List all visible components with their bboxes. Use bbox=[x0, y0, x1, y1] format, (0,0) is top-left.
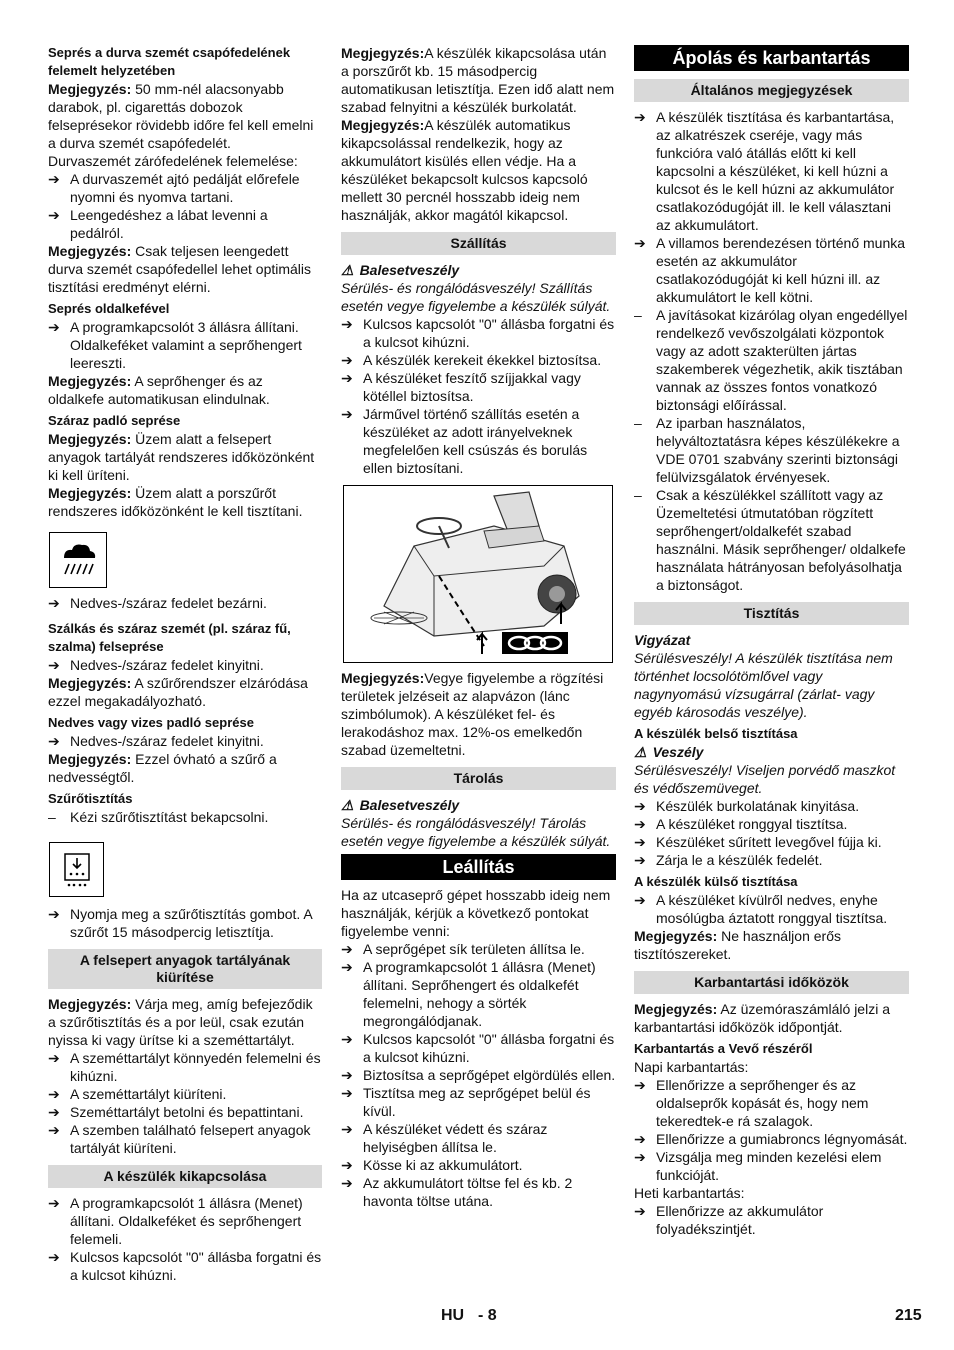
step-key-off-3: ➔ Kulcsos kapcsolót "0" állásba forgatni és a kulcsot kihúzni. bbox=[341, 1031, 615, 1065]
step-key-off-2: ➔ Kulcsos kapcsolót "0" állásba forgatni és a kulcsot kihúzni. bbox=[341, 316, 615, 350]
note-optimal: Megjegyzés: Csak teljesen leengedett durva szemét csapófedellel lehet optimális tisztítási eredményt elérni. bbox=[48, 243, 312, 295]
step-press-button: ➔ Nyomja meg a szűrőtisztítás gombot. A szűrőt 15 másodpercig letisztítja. bbox=[48, 906, 312, 940]
note-shutdown: Megjegyzés:A készülék kikapcsolása után a porszűrőt kb. 15 másodpercig automatikusan letisztítja. Ezen idő alatt nem szabad felnyitni a készülék burkolatát. bbox=[341, 45, 615, 115]
arrow-icon: ➔ bbox=[48, 1050, 60, 1066]
arrow-icon: ➔ bbox=[48, 733, 60, 749]
section-bar-switch-off: A készülék kikapcsolása bbox=[48, 1165, 322, 1188]
step-close-lid: ➔ Zárja le a készülék fedelét. bbox=[634, 852, 823, 868]
note-wait: Megjegyzés: Várja meg, amíg befejeződik a szűrőtisztítás és a por leül, csak ezután nyissa ki vagy ürítse ki a szeméttartályt. bbox=[48, 996, 313, 1048]
caution-heading: Vigyázat bbox=[634, 632, 691, 648]
column-middle bbox=[341, 44, 616, 1210]
step-close-cover: ➔ Nedves-/száraz fedelet bezárni. bbox=[48, 595, 267, 611]
arrow-icon: ➔ bbox=[48, 657, 60, 673]
dash-only-brush: – Csak a készülékkel szállított vagy az Üzemeltetési útmutatóban rögzített seprőhengert/oldalkefét szabad használni. Másik seprőhenger/ oldalkefe használata hátrányosan befolyásolhatja a biztonságot. bbox=[634, 487, 906, 593]
note-bin: Megjegyzés: Üzem alatt a felsepert anyagok tartályát rendszeres időközönként ki kell üríteni. bbox=[48, 431, 315, 483]
step-wedges: ➔ A készülék kerekeit ékekkel biztosítsa. bbox=[341, 352, 602, 368]
heading-straw: Szálkás és száraz szemét (pl. száraz fű, szalma) felseprése bbox=[48, 621, 291, 654]
step-electric: ➔ A villamos berendezésen történő munka esetén az akkumulátor csatlakozódugóját ki kell húzni ill. az akkumulátort le kell kötni. bbox=[634, 235, 906, 305]
arrow-icon: ➔ bbox=[48, 906, 60, 922]
warning-triangle-icon: ⚠ bbox=[634, 744, 647, 760]
note-filter: Megjegyzés: Üzem alatt a porszűrőt rendszeres időközönként le kell tisztítani. bbox=[48, 485, 303, 519]
arrow-icon: ➔ bbox=[634, 798, 646, 814]
section-bar-transport: Szállítás bbox=[341, 232, 616, 255]
step-straps: ➔ A készüléket feszítő szíjjakkal vagy kötéllel biztosítsa. bbox=[341, 370, 581, 404]
heading-inner-clean: A készülék belső tisztítása bbox=[634, 726, 798, 741]
arrow-icon: ➔ bbox=[48, 595, 60, 611]
section-bar-cleaning: Tisztítás bbox=[634, 602, 909, 625]
wet-dry-cover-icon bbox=[49, 532, 107, 588]
arrow-icon: ➔ bbox=[341, 370, 353, 386]
arrow-icon: ➔ bbox=[634, 109, 646, 125]
arrow-icon: ➔ bbox=[341, 1067, 353, 1083]
arrow-icon: ➔ bbox=[341, 1175, 353, 1191]
daily-label: Napi karbantartás: bbox=[634, 1059, 749, 1075]
accident-hazard-heading-2: ⚠ Balesetveszély bbox=[341, 797, 460, 813]
note-50mm: Megjegyzés: 50 mm-nél alacsonyabb darabok, pl. cigarettás dobozok felseprésekor rövidebb időre fel kell emelni a durva szemét csapófedelét. bbox=[48, 81, 314, 151]
step-dry-place: ➔ A készüléket védett és száraz helyiségben állítsa le. bbox=[341, 1121, 548, 1155]
arrow-icon: ➔ bbox=[341, 959, 353, 975]
step-disconnect: ➔ Kösse ki az akkumulátort. bbox=[341, 1157, 523, 1173]
section-bar-shutdown: Leállítás bbox=[341, 854, 616, 880]
section-bar-empty-bin: A felsepert anyagok tartályának kiürítése bbox=[48, 949, 322, 989]
arrow-icon: ➔ bbox=[634, 834, 646, 850]
note-battery: Megjegyzés:A készülék automatikus kikapcsolással rendelkezik, hogy az akkumulátort kisülés ellen védje. Ha a készüléket bekapcsolt kulcsos kapcsoló mellett 30 percnél hosszabb ideig nem használják, akkor magától kikapcsol. bbox=[341, 117, 588, 223]
heading-customer-maint: Karbantartás a Vevő részéről bbox=[634, 1041, 813, 1056]
weekly-label: Heti karbantartás: bbox=[634, 1185, 745, 1201]
transport-warning: Sérülés- és rongálódásveszély! Szállítás esetén vegye figyelembe a készülék súlyát. bbox=[341, 280, 611, 314]
arrow-icon: ➔ bbox=[341, 1157, 353, 1173]
column-left bbox=[48, 44, 322, 1284]
arrow-icon: ➔ bbox=[341, 316, 353, 332]
arrow-icon: ➔ bbox=[341, 941, 353, 957]
caution-text: Sérülésveszély! A készülék tisztítása nem történhet locsolótömlővel vagy nagynyomású vízsugárral (zárlat- vagy egyéb károsodás veszélye). bbox=[634, 650, 893, 720]
arrow-icon: ➔ bbox=[634, 852, 646, 868]
step-prog1b: ➔ A programkapcsolót 1 állásra (Menet) állítani. Seprőhengert és oldalkefét felemelni, nehogy a sörték megrongálódjanak. bbox=[341, 959, 596, 1029]
step-pedal: ➔ A durvaszemét ajtó pedálját előrefele nyomni és nyomva tartani. bbox=[48, 171, 300, 205]
step-roll: ➔ Biztosítsa a seprőgépet elgördülés ellen. bbox=[341, 1067, 616, 1083]
step-prog3: ➔ A programkapcsolót 3 állásra állítani. Oldalkeféket valamint a seprőhengert leereszti. bbox=[48, 319, 302, 371]
heading-filter-clean: Szűrőtisztítás bbox=[48, 791, 133, 806]
heading-sweep-raised-flap: Seprés a durva szemét csapófedelének felemelt helyzetében bbox=[48, 45, 291, 78]
section-bar-intervals: Karbantartási időközök bbox=[634, 971, 909, 994]
dash-marker: – bbox=[48, 809, 56, 825]
step-empty-bin: ➔ A szeméttartályt kiüríteni. bbox=[48, 1086, 227, 1102]
raise-flap-text: Durvaszemét zárófedelének felemelése: bbox=[48, 153, 298, 169]
danger-heading: ⚠ Veszély bbox=[634, 744, 704, 760]
heading-side-brush: Seprés oldalkefével bbox=[48, 301, 170, 316]
arrow-icon: ➔ bbox=[341, 352, 353, 368]
arrow-icon: ➔ bbox=[634, 1149, 646, 1165]
step-vehicle: ➔ Járművel történő szállítás esetén a készüléket az adott irányelveknek megfelelően kell csúszás és borulás ellen biztosítani. bbox=[341, 406, 588, 476]
section-bar-storage: Tárolás bbox=[341, 767, 616, 790]
arrow-icon: ➔ bbox=[48, 319, 60, 335]
dash-industrial: – Az iparban használatos, helyváltoztatásra képes készülékekre a VDE 0701 szabvány szerinti biztonsági felülvizsgálatok érvényesek. bbox=[634, 415, 900, 485]
step-empty-tray: ➔ A szemben található felsepert anyagok tartályát kiüríteni. bbox=[48, 1122, 311, 1156]
step-open-housing: ➔ Készülék burkolatának kinyitása. bbox=[634, 798, 860, 814]
step-key-off: ➔ Kulcsos kapcsolót "0" állásba forgatni és a kulcsot kihúzni. bbox=[48, 1249, 322, 1283]
arrow-icon: ➔ bbox=[48, 1086, 60, 1102]
heading-outer-clean: A készülék külső tisztítása bbox=[634, 874, 798, 889]
step-tyres: ➔ Ellenőrizze a gumiabroncs légnyomását. bbox=[634, 1131, 908, 1147]
step-clean-in-out: ➔ Tisztítsa meg az seprőgépet belül és kívül. bbox=[341, 1085, 591, 1119]
dash-marker: – bbox=[634, 415, 642, 431]
arrow-icon: ➔ bbox=[48, 1195, 60, 1211]
arrow-icon: ➔ bbox=[48, 1122, 60, 1138]
arrow-icon: ➔ bbox=[48, 207, 60, 223]
filter-cleaning-icon bbox=[49, 842, 104, 897]
step-open-cover: ➔ Nedves-/száraz fedelet kinyitni. bbox=[48, 657, 264, 673]
note-protect: Megjegyzés: Ezzel óvható a szűrő a nedvességtől. bbox=[48, 751, 277, 785]
step-flat: ➔ A seprőgépet sík területen állítsa le. bbox=[341, 941, 585, 957]
footer-section-page: - 8 bbox=[478, 1307, 497, 1324]
section-bar-general: Általános megjegyzések bbox=[634, 79, 909, 102]
step-lift-bin: ➔ A szeméttartályt könnyedén felemelni és kihúzni. bbox=[48, 1050, 321, 1084]
step-manual-filter: – Kézi szűrőtisztítást bekapcsolni. bbox=[48, 809, 269, 825]
note-clog: Megjegyzés: A szűrőrendszer elzáródása ezzel megakadályozható. bbox=[48, 675, 308, 709]
dash-marker: – bbox=[634, 307, 642, 323]
arrow-icon: ➔ bbox=[634, 892, 646, 908]
arrow-icon: ➔ bbox=[341, 1031, 353, 1047]
arrow-icon: ➔ bbox=[341, 1085, 353, 1101]
footer-language: HU bbox=[441, 1307, 465, 1324]
step-cloth: ➔ A készüléket ronggyal tisztítsa. bbox=[634, 816, 848, 832]
step-air: ➔ Készüléket sűrített levegővel fújja ki. bbox=[634, 834, 882, 850]
section-bar-care: Ápolás és karbantartás bbox=[634, 45, 909, 71]
step-prog1: ➔ A programkapcsolót 1 állásra (Menet) állítani. Oldalkeféket és seprőhengert felemeli. bbox=[48, 1195, 303, 1247]
step-charge: ➔ Az akkumulátort töltse fel és kb. 2 havonta töltse utána. bbox=[341, 1175, 573, 1209]
step-wipe: ➔ A készüléket kívülről nedves, enyhe mosólúgba áztatott ronggyal tisztítsa. bbox=[634, 892, 888, 926]
arrow-icon: ➔ bbox=[48, 1249, 60, 1265]
step-battery-level: ➔ Ellenőrizze az akkumulátor folyadékszintjét. bbox=[634, 1203, 824, 1237]
step-controls: ➔ Vizsgálja meg minden kezelési elem funkcióját. bbox=[634, 1149, 882, 1183]
note-fix-points: Megjegyzés:Vegye figyelembe a rögzítési területek jelzéseit az alapvázon (lánc szimbólumok). A készüléket fel- és lerakodáshoz max. 12%-os emelkedőn szabad üzemeltetni. bbox=[341, 670, 604, 758]
heading-wet-floor: Nedves vagy vizes padló seprése bbox=[48, 715, 254, 730]
note-hours: Megjegyzés: Az üzemóraszámláló jelzi a karbantartási időközök időpontját. bbox=[634, 1001, 890, 1035]
arrow-icon: ➔ bbox=[634, 1131, 646, 1147]
step-lower-foot: ➔ Leengedéshez a lábat levenni a pedálról. bbox=[48, 207, 268, 241]
arrow-icon: ➔ bbox=[634, 235, 646, 251]
accident-hazard-heading: ⚠ Balesetveszély bbox=[341, 262, 460, 278]
arrow-icon: ➔ bbox=[341, 1121, 353, 1137]
arrow-icon: ➔ bbox=[634, 816, 646, 832]
warning-triangle-icon: ⚠ bbox=[341, 262, 354, 278]
dash-repairs: – A javításokat kizárólag olyan engedéllyel rendelkező vevőszolgálati központok vagy az adott szakterülten jártas szakemberek végezhetik, akik tisztában vannak az összes fontos vonatkozó biztonsági előírással. bbox=[634, 307, 908, 413]
note-auto: Megjegyzés: A seprőhenger és az oldalkefe automatikusan elindulnak. bbox=[48, 373, 270, 407]
danger-text: Sérülésveszély! Viseljen porvédő maszkot és védőszemüveget. bbox=[634, 762, 896, 796]
sweeper-tiedown-illustration bbox=[343, 485, 613, 663]
note-cleaner: Megjegyzés: Ne használjon erős tisztítószereket. bbox=[634, 928, 841, 962]
warning-triangle-icon: ⚠ bbox=[341, 797, 354, 813]
footer-page-number: 215 bbox=[895, 1307, 922, 1324]
heading-dry-floor: Száraz padló seprése bbox=[48, 413, 181, 428]
arrow-icon: ➔ bbox=[48, 1104, 60, 1120]
column-right bbox=[634, 44, 909, 1238]
step-push-bin: ➔ Szeméttartályt betolni és bepattintani. bbox=[48, 1104, 304, 1120]
arrow-icon: ➔ bbox=[634, 1203, 646, 1219]
arrow-icon: ➔ bbox=[48, 171, 60, 187]
shutdown-intro: Ha az utcaseprő gépet hosszabb ideig nem használják, kérjük a következő pontokat figyelembe venni: bbox=[341, 887, 611, 939]
dash-marker: – bbox=[634, 487, 642, 503]
arrow-icon: ➔ bbox=[341, 406, 353, 422]
storage-warning: Sérülés- és rongálódásveszély! Tárolás esetén vegye figyelembe a készülék súlyát. bbox=[341, 815, 611, 849]
arrow-icon: ➔ bbox=[634, 1077, 646, 1093]
step-before-maint: ➔ A készülék tisztítása és karbantartása, az alkatrészek cseréje, vagy más funkcióra való átállás előtt ki kell kapcsolni a készüléket, ki kell húzni a kulcsot és le kell húzni az akkumulátor csatlakozódugóját ill. le kell választani az akkumulátort. bbox=[634, 109, 895, 233]
step-check-brush: ➔ Ellenőrizze a seprőhenger és az oldalseprők kopását és, hogy nem tekeredtek-e rá szalagok. bbox=[634, 1077, 869, 1129]
step-open-cover-2: ➔ Nedves-/száraz fedelet kinyitni. bbox=[48, 733, 264, 749]
